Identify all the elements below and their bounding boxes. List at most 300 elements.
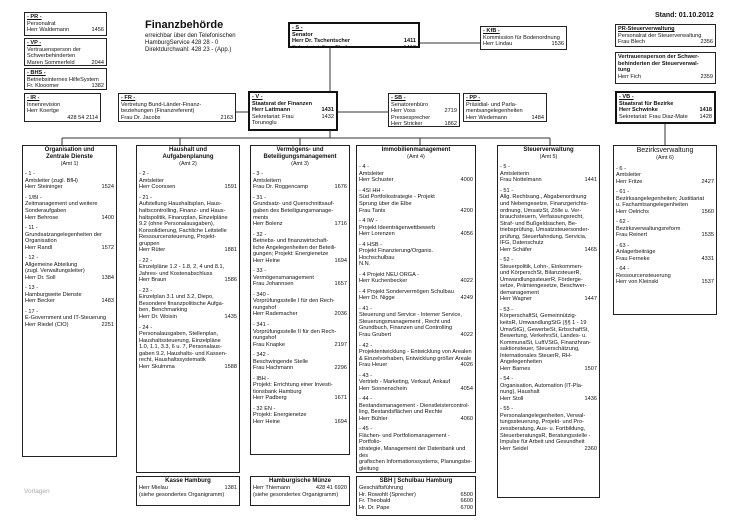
unit-description: Bewertung, VerkehrsSt, Landes- u. xyxy=(500,333,587,340)
label: Vertretung Bund-Länder-Finanz- xyxy=(121,101,202,108)
person-name: Herr Coorssen xyxy=(139,184,176,191)
phone-ext: 1881 xyxy=(224,247,237,254)
code: - BHS - xyxy=(27,70,46,76)
phone-ext: 1465 xyxy=(584,246,597,253)
person-row: Hr. Dr. Pape 6700 xyxy=(359,504,473,511)
unit-code: - 31 - xyxy=(253,194,267,201)
box-fr xyxy=(118,93,236,122)
amt3-column xyxy=(250,145,350,455)
unit-description: Personalausgaben, Stellenplan, xyxy=(139,331,218,338)
label: Schwerbehinderten xyxy=(27,53,76,60)
phone-ext: 1716 xyxy=(334,221,347,228)
label: Kommission für Bodenordnung xyxy=(483,34,560,41)
unit-description: Grundsatz- und Querschnittsauf- xyxy=(253,201,335,208)
person: Herr Koertge xyxy=(27,108,60,115)
code: - KfB - xyxy=(483,28,500,34)
org-unit xyxy=(253,406,347,426)
phone-ext: 4331 xyxy=(701,255,714,262)
person-row xyxy=(616,179,714,186)
phone-ext: 1384 xyxy=(101,274,114,281)
unit-code: - 63 - xyxy=(616,242,630,249)
unit-description: Projekt Ideenträgerwettbewerb xyxy=(359,224,436,231)
person-row xyxy=(616,232,714,239)
unit-description: Haushaltssteuerung, Einzelpläne xyxy=(139,337,221,344)
unit-description: Vertrieb - Marketing, Verkauf, Ankauf xyxy=(359,379,451,386)
person-row xyxy=(25,275,114,282)
unit-description: Grundsatzangelegenheiten der xyxy=(25,231,102,238)
person-row xyxy=(25,298,114,305)
person-row xyxy=(25,184,114,191)
person-name: Herr Bolenz xyxy=(253,221,283,228)
unit-description: Beschwingende Stelle xyxy=(253,358,309,365)
box-muenze xyxy=(250,476,350,506)
label: Betriebsinternes HilfeSystem xyxy=(27,76,99,83)
unit-description: haltscontrolling, Finanz- und Haus- xyxy=(139,208,226,214)
unit-description: Organisation, Automation (IT-Pla- xyxy=(500,382,583,389)
person-row: Fr. Klooomer 1382 xyxy=(27,83,104,90)
phone-ext: 2296 xyxy=(334,365,347,372)
person-name: Herr Lorenzen xyxy=(359,231,395,238)
unit-description: Ressourcensteuerung xyxy=(616,272,671,279)
box-staatsrat-bezirke xyxy=(615,91,716,124)
person-row: Hr. Rowohlt (Sprecher) 6500 xyxy=(359,491,473,498)
person-row xyxy=(359,177,473,184)
unit-code: - 52 - xyxy=(500,257,514,264)
header: Immobilienmanagement xyxy=(381,147,451,153)
org-unit xyxy=(25,195,114,221)
label: tung xyxy=(618,67,631,74)
person-row xyxy=(139,184,237,191)
person-row xyxy=(500,296,597,303)
person-row xyxy=(139,364,237,371)
phone-ext: 1591 xyxy=(224,184,237,191)
person-name: Frau Heuer xyxy=(359,362,388,369)
phone-ext: 4022 xyxy=(460,278,473,285)
unit-code: - 21 - xyxy=(139,194,153,201)
label: PR-Steuerverwaltung xyxy=(618,26,675,32)
unit-description: Einzelplan 3.1 und 3.2, Diepo, xyxy=(139,294,214,301)
sub-header: (Amt 2) xyxy=(179,161,197,168)
org-unit xyxy=(359,396,473,422)
phone-ext: 1694 xyxy=(334,257,347,264)
unit-description: Amtsleiter xyxy=(359,170,384,177)
code: - S - xyxy=(292,25,303,31)
person-row xyxy=(25,215,114,222)
org-unit xyxy=(500,164,597,184)
org-unit xyxy=(359,188,473,214)
note: (siehe gesondertes Organigramm) xyxy=(253,491,339,498)
code: - VP - xyxy=(27,40,42,46)
unit-description: nungshof xyxy=(253,304,277,311)
label: Senatorenbüro xyxy=(391,101,429,108)
org-unit xyxy=(139,325,237,371)
header: Vermögens- und xyxy=(276,147,324,153)
unit-description: grafischen Informationssystems, Planungsbe- xyxy=(359,459,473,466)
org-unit xyxy=(253,232,347,265)
person-row: Herr Lattmann 1431 xyxy=(252,107,334,114)
person-name: Herr Sonnenschein xyxy=(359,385,407,392)
person-row xyxy=(139,247,237,254)
person-name: Herr Riedel (CIO) xyxy=(25,321,69,328)
label: Senator xyxy=(292,31,313,38)
unit-description: Steuerpolitik, Lohn-, Einkommen- xyxy=(500,263,583,270)
org-unit xyxy=(500,376,597,402)
unit-description: Sprung über die Elbe xyxy=(359,200,412,207)
unit-code: - 17 - xyxy=(25,308,39,315)
stand-date: Stand: 01.10.2012 xyxy=(655,12,714,19)
phone-ext: 1676 xyxy=(334,184,347,191)
label: Staatsrat der Finanzen xyxy=(252,100,312,107)
person-name: N.N. xyxy=(359,261,371,268)
label: Präsidial- und Parla- xyxy=(466,101,517,108)
unit-code: - 23 - xyxy=(139,287,153,294)
person-name: Herr Stoll xyxy=(500,395,524,402)
code: - PP - xyxy=(466,95,481,101)
unit-description: Projektentwicklung - Entwicklung von Arealen xyxy=(359,349,472,356)
person-name: Herr Steininger xyxy=(25,184,63,191)
unit-description: setze, Prämiengesetze, Beschwer- xyxy=(500,283,587,290)
unit-description: UmwandlungssteuerR, Förderge- xyxy=(500,276,583,283)
code: - V - xyxy=(252,94,263,100)
person-name: Frau Grubert xyxy=(359,332,392,339)
phone-ext: 1586 xyxy=(224,277,237,284)
unit-description: prüfung, Steuerfahndung, Servicia, xyxy=(500,233,587,240)
phone-ext: 4026 xyxy=(460,362,473,369)
unit-description: IFG, Datenschutz xyxy=(500,240,544,247)
person-row xyxy=(616,279,714,286)
unit-code: - 55 - xyxy=(500,406,514,413)
amt5-items xyxy=(500,164,597,452)
person-row: Frau Blech 2356 xyxy=(618,39,713,46)
org-unit xyxy=(253,376,347,402)
header: Haushalt und xyxy=(168,147,207,153)
phone-ext: 4060 xyxy=(460,415,473,422)
org-unit xyxy=(359,373,473,393)
unit-description: Konsolidierung, Fachliche Leitstelle xyxy=(139,227,227,234)
org-unit xyxy=(25,309,114,329)
unit-description: Amtsleiter xyxy=(616,172,641,179)
code: - PR - xyxy=(27,14,42,20)
person-name: Herr Dr. Woisin xyxy=(139,313,177,320)
person-row xyxy=(359,231,473,238)
person-name: Herr Behrose xyxy=(25,214,59,221)
box-vp xyxy=(24,38,107,66)
header: Kasse Hamburg xyxy=(165,478,211,484)
unit-code: - 4 Projekt Sondervermögen Schulbau xyxy=(359,288,454,295)
unit-code: - 4 - xyxy=(359,164,369,171)
box-pp xyxy=(463,93,547,122)
label: Pressesprecher xyxy=(391,114,431,121)
org-unit xyxy=(253,322,347,348)
phone-ext: 4054 xyxy=(460,385,473,392)
person-name: Herr Wagner xyxy=(500,296,532,303)
header: Steuerverwaltung xyxy=(523,147,574,153)
unit-description: ments xyxy=(253,214,269,221)
unit-description: Vermögensmanagement xyxy=(253,274,314,281)
org-unit xyxy=(616,266,714,286)
person-name: Herr von Kleinski xyxy=(616,279,659,286)
unit-description: tungssteuerung, Projekt- und Pro- xyxy=(500,419,584,426)
person-name: Frau Hachmann xyxy=(253,365,294,372)
unit-description: E-Government und IT-Steuerung xyxy=(25,315,107,322)
unit-code: - 1/BI - xyxy=(25,194,42,201)
info-line: Direktdurchwahl: 428 23 - (App.) xyxy=(145,46,232,53)
person-name: Herr Rüter xyxy=(139,247,166,254)
label: Staatsrat für Bezirke xyxy=(619,100,674,107)
person-row xyxy=(500,396,597,403)
unit-description: triebsprüfung, Umsatzsteuersonder- xyxy=(500,227,590,234)
unit-description: nungshof xyxy=(253,335,277,342)
unit-description: haltspolitik, Finanzplan, Einzelpläne xyxy=(139,214,228,221)
unit-description: ben, Benchmarking xyxy=(139,307,188,314)
unit-description: Amtsleitern xyxy=(253,177,281,184)
person-row xyxy=(253,258,347,265)
person-row xyxy=(359,208,473,215)
unit-description: gaben 9.2, Haushalts- und Kassen- xyxy=(139,350,227,357)
person-name: Herr Rademacher xyxy=(253,311,298,318)
sek-row: Sekretariat: Frau Torunoglu 1432 xyxy=(252,113,334,127)
person-name: Herr Schuster xyxy=(359,177,394,184)
sub-header: (Amt 3) xyxy=(291,161,309,168)
phone-ext: 1537 xyxy=(701,279,714,286)
person-row xyxy=(253,419,347,426)
unit-description: recht, Haushaltssystematik xyxy=(139,357,206,364)
unit-description: Flächen- und Portfoliomanagement - Portfolio- xyxy=(359,432,450,446)
amt6-column xyxy=(613,145,717,315)
person-row xyxy=(359,386,473,393)
phone-ext: 1657 xyxy=(334,281,347,288)
unit-description: Projekt Finanzierung/Organis. xyxy=(359,248,433,255)
phone-ext: 1400 xyxy=(101,214,114,221)
person-row xyxy=(253,365,347,372)
unit-description: Ressourcensteuerung, Projekt- xyxy=(139,234,217,241)
person-row xyxy=(500,446,597,453)
person-row xyxy=(253,395,347,402)
person-name: Herr Dr. Nigge xyxy=(359,295,395,302)
unit-description: Angelegenheiten xyxy=(500,359,542,366)
code: - IR - xyxy=(27,95,40,101)
person-name: Frau Dr. Roggencamp xyxy=(253,184,309,191)
person-row: Herr Voss 2719 xyxy=(391,108,457,115)
person-name: Frau Tants xyxy=(359,207,386,214)
org-unit xyxy=(25,171,114,191)
unit-description: nung), Haushalt xyxy=(500,389,540,396)
amt3-items xyxy=(253,171,347,425)
org-unit xyxy=(616,219,714,239)
amt1-items xyxy=(25,171,114,328)
org-unit xyxy=(253,268,347,288)
label: Personalrat xyxy=(27,20,56,27)
org-unit xyxy=(359,343,473,369)
phone-ext: 4000 xyxy=(460,177,473,184)
unit-code: - 53 - xyxy=(500,306,514,313)
person-row: Herr Schwinke 1418 xyxy=(619,107,712,114)
person-name: Herr Dr. Soll xyxy=(25,274,56,281)
unit-description: Bezirksangelegenheiten; Justitiariat xyxy=(616,195,704,202)
phone-ext: 1441 xyxy=(584,177,597,184)
unit-description: Allg. Rechtsang., Abgabenordnung xyxy=(500,194,587,201)
org-unit xyxy=(500,406,597,452)
label: behinderten der Steuerverwal- xyxy=(618,60,699,67)
org-unit xyxy=(359,289,473,302)
sub-header: Geschäftsführung xyxy=(359,485,404,492)
phone-ext: 4200 xyxy=(460,207,473,214)
unit-description: zessberatung, Aus- u. Fortbildung, xyxy=(500,425,586,432)
person-name: Herr Padberg xyxy=(253,395,287,402)
person-name: Frau Nottelmann xyxy=(500,177,542,184)
unit-description: Jahres- und Kostenabschluss xyxy=(139,270,213,277)
phone-ext xyxy=(470,261,473,268)
person-row xyxy=(359,278,473,285)
org-unit xyxy=(500,307,597,372)
unit-code: - 32 EN - xyxy=(253,405,276,412)
org-unit xyxy=(253,195,347,228)
person-row xyxy=(359,472,473,473)
person-row xyxy=(139,277,237,284)
phone-ext: 1560 xyxy=(701,208,714,215)
info-line: HamburgService 428 28 - 0 xyxy=(145,39,219,46)
unit-description: gleitung xyxy=(359,465,379,472)
org-unit xyxy=(25,255,114,281)
unit-description: Anlagerbeiträge xyxy=(616,249,656,256)
org-unit xyxy=(139,171,237,191)
person-name: Herr Heine xyxy=(253,418,281,425)
unit-description: Hochschulbau xyxy=(359,254,395,261)
org-unit xyxy=(25,285,114,305)
unit-description: (zugl. Verwaltungsleiter) xyxy=(25,268,85,275)
unit-code: - 6 - xyxy=(616,165,626,172)
ext: 428 54 2114 xyxy=(67,114,98,121)
unit-code: - 44 - xyxy=(359,396,373,403)
org-unit xyxy=(253,352,347,372)
sub-header: (Amt 6) xyxy=(656,155,674,162)
unit-description: Amtsleiter xyxy=(139,177,164,184)
box-sb xyxy=(388,93,460,127)
info-line: erreichbar über den Telefonischen xyxy=(145,33,236,39)
box-ir xyxy=(24,93,101,122)
phone-ext: 1671 xyxy=(334,395,347,402)
phone-ext: 4056 xyxy=(460,231,473,238)
note: (siehe gesondertes Organigramm) xyxy=(139,491,225,498)
phone-ext: 1483 xyxy=(101,298,114,305)
header: Hamburgische Münze xyxy=(268,478,331,484)
phone-ext: 4249 xyxy=(460,295,473,302)
person-row xyxy=(500,366,597,373)
unit-description: Internationales SteuerR, RH- xyxy=(500,352,572,359)
phone-ext: 2197 xyxy=(334,341,347,348)
unit-code: - IBH - xyxy=(253,375,270,382)
org-unit xyxy=(616,243,714,263)
page-title: Finanzbehörde xyxy=(145,19,224,31)
person-row: Maren Sommerfeld 2044 xyxy=(27,59,104,66)
unit-description: Bestandsmanagement - Dienstleistercontrol- xyxy=(359,402,470,409)
amt2-column xyxy=(136,145,240,473)
code: - VB - xyxy=(619,94,634,100)
person-name: Frau Johannsen xyxy=(253,281,294,288)
org-unit xyxy=(359,426,473,473)
amt1-column xyxy=(22,145,117,457)
org-unit xyxy=(616,189,714,215)
unit-code: - 24 - xyxy=(139,324,153,331)
person-row: Fr. Theobald 6600 xyxy=(359,498,473,505)
person-name: Herr Randl xyxy=(25,244,53,251)
sek-row: Sekretariat: Frau Theile 1412 xyxy=(292,44,416,48)
phone-ext: 1535 xyxy=(701,232,714,239)
phone-ext xyxy=(458,472,473,473)
header: Organisation und xyxy=(44,147,95,153)
person-row xyxy=(500,177,597,184)
person-name: Herr Heine xyxy=(253,257,281,264)
unit-description: Hamburgweite Dienste xyxy=(25,291,82,298)
org-unit xyxy=(359,306,473,339)
amt5-column xyxy=(497,145,600,498)
person-name: Herr Seidel xyxy=(500,445,528,452)
unit-description: keitsR, UmwandlungStG (§§ 1 - 19 xyxy=(500,320,587,327)
unit-description: demanagement xyxy=(500,289,539,296)
unit-code: - 4 HSB - xyxy=(359,241,383,248)
label: mentsangelegenheiten xyxy=(466,108,523,115)
amt4-items xyxy=(359,164,473,473)
unit-description: Amtsleiterin xyxy=(500,170,530,177)
person-row xyxy=(25,322,114,329)
unit-description: u. Fachamtsangelegenheiten xyxy=(616,202,689,209)
unit-code: - 64 - xyxy=(616,266,630,273)
box-sbh xyxy=(356,476,476,516)
unit-description: KörperschaftSt, Gemeinnützig- xyxy=(500,313,577,320)
header: Bezirksverwaltung xyxy=(636,147,694,154)
unit-code: - 341 - xyxy=(253,321,270,328)
sub-header: (Amt 1) xyxy=(60,161,79,168)
phone-ext: 1694 xyxy=(334,418,347,425)
person-row: Herr Stricker 1862 xyxy=(391,121,457,127)
unit-code: - 41 - xyxy=(359,305,373,312)
label: Vertrauensperson der Schwer- xyxy=(618,54,700,60)
phone-ext: 1507 xyxy=(584,365,597,372)
unit-description: Straf- und Bußgeldsachen, Be- xyxy=(500,220,577,227)
person-name: Frau Reinert xyxy=(616,232,648,239)
unit-description: SteuerberatungsR, Beratungsstelle - xyxy=(500,432,591,439)
unit-code: - 11 - xyxy=(25,225,38,232)
person-name: Frau Ferneke xyxy=(616,255,650,262)
amt2-items xyxy=(139,171,237,370)
org-unit xyxy=(616,166,714,186)
person-row xyxy=(359,362,473,369)
org-unit xyxy=(359,242,473,268)
unit-code: - 3 - xyxy=(253,171,263,178)
org-unit xyxy=(253,292,347,318)
unit-description: Organisation xyxy=(25,238,57,245)
unit-description: Betriebs- und finanzwirtschaft- xyxy=(253,238,329,245)
unit-description: Vorprüfungsstelle II für den Rech- xyxy=(253,328,337,335)
person-name: Herr Schäfer xyxy=(500,246,532,253)
person-row xyxy=(359,295,473,302)
label: beziehungen (Finanzreferent) xyxy=(121,108,195,115)
unit-description: Vorprüfungsstelle I für den Rech- xyxy=(253,298,335,305)
unit-code: - 5 - xyxy=(500,164,510,171)
unit-description: ordnung, UmsatzSt, Zölle u. Ver- xyxy=(500,207,582,214)
header: Beteiligungsmanagement xyxy=(263,154,337,161)
person-row xyxy=(359,332,473,339)
unit-code: - 43 - xyxy=(359,372,373,379)
person-row xyxy=(253,342,347,349)
unit-description: und Nebengesetze, Finanzgerichts- xyxy=(500,200,589,207)
unit-description: Allgemeine Abteilung xyxy=(25,261,78,268)
person-row xyxy=(253,311,347,318)
unit-description: strategie, Management der Datenbank und des xyxy=(359,445,466,459)
phone-ext: 2360 xyxy=(584,445,597,452)
unit-code: - 4 IW - xyxy=(359,218,378,225)
person-name: Herr Bühler xyxy=(359,415,388,422)
